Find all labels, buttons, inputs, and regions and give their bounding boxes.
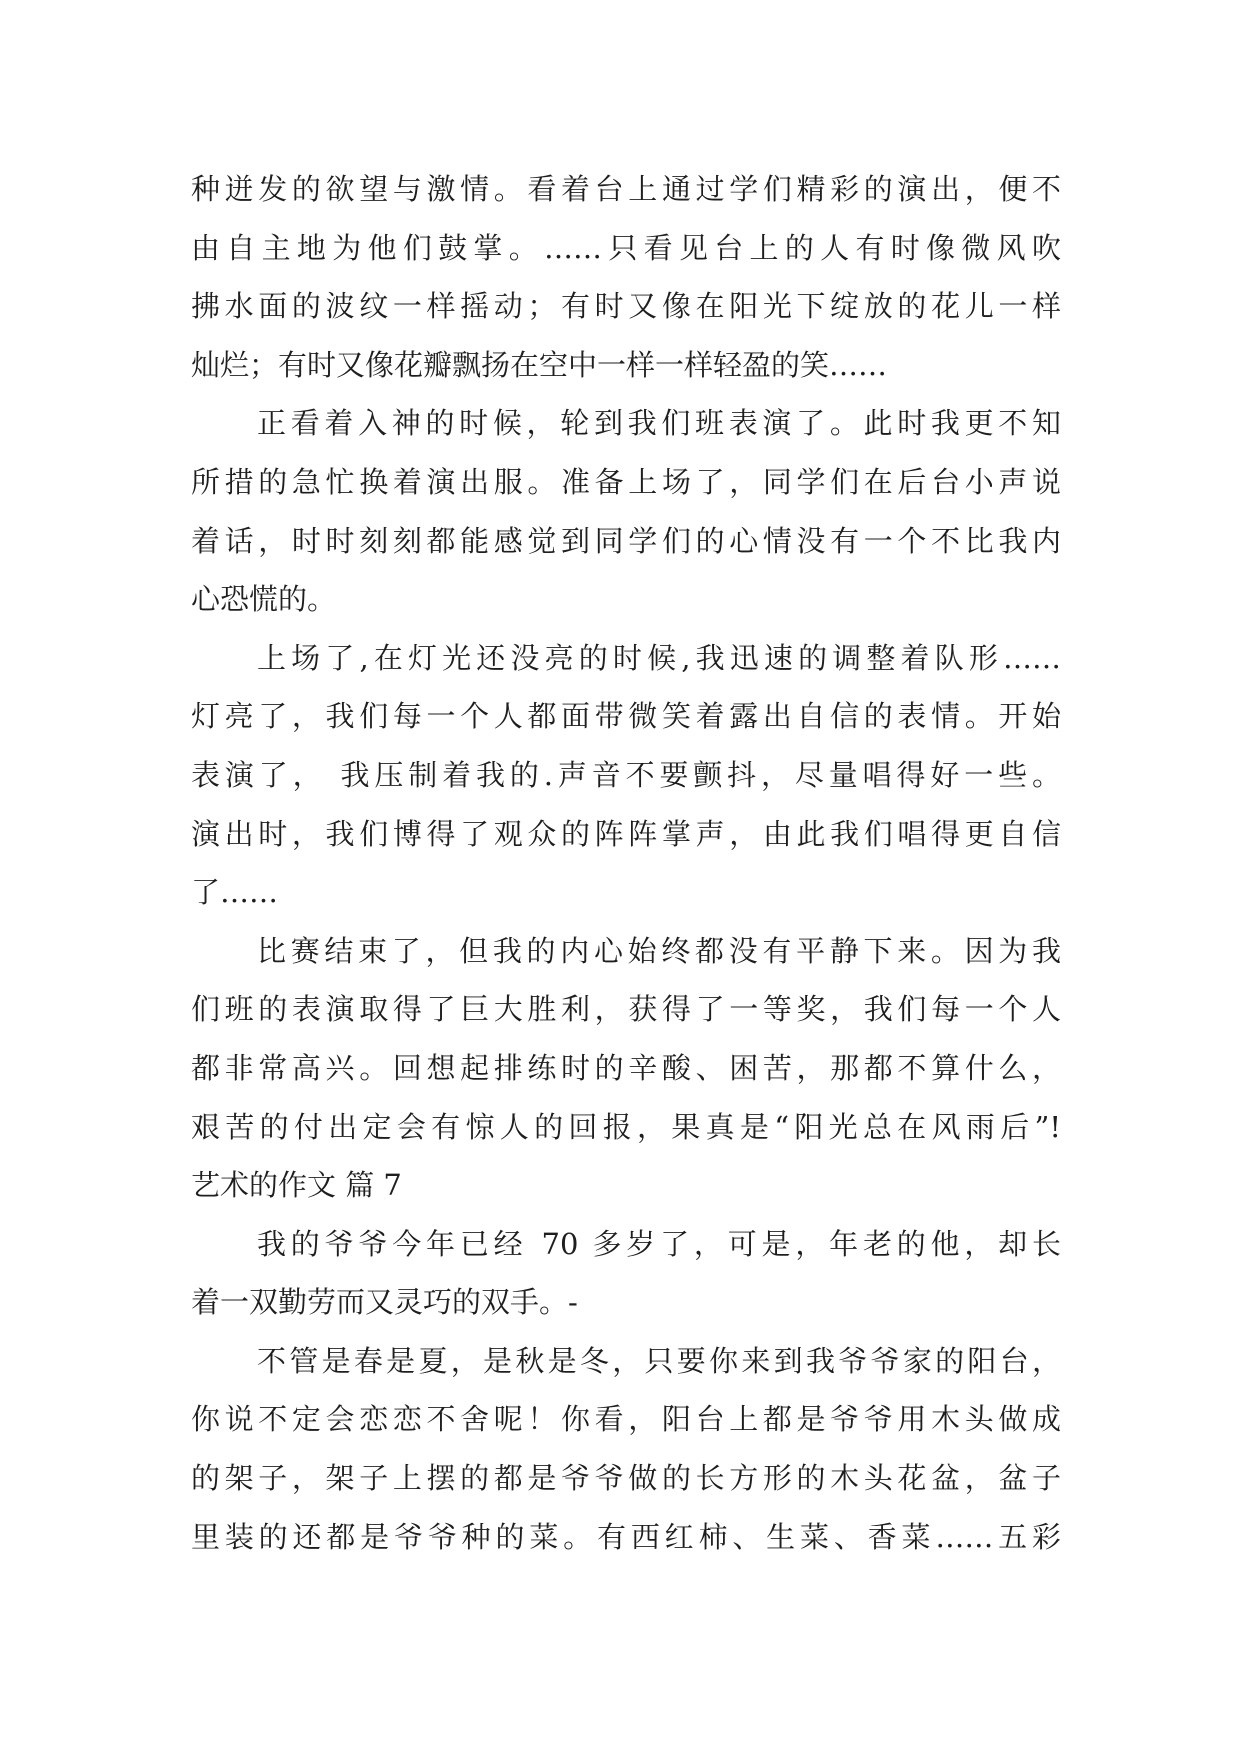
text-line: 拂水面的波纹一样摇动；有时又像在阳光下绽放的花儿一样	[191, 289, 1061, 324]
text-line: 种迸发的欲望与激情。看着台上通过学们精彩的演出，便不	[191, 172, 1061, 206]
text-line: 正看着入神的时候，轮到我们班表演了。此时我更不知	[257, 406, 1061, 441]
text-line: 不管是春是夏，是秋是冬，只要你来到我爷爷家的阳台，	[257, 1343, 1061, 1378]
text-line: 了……	[191, 875, 279, 910]
text-line: 艰苦的付出定会有惊人的回报，果真是“阳光总在风雨后”!	[191, 1109, 1061, 1144]
text-line: 所措的急忙换着演出服。准备上场了，同学们在后台小声说	[191, 464, 1061, 499]
text-line: 演出时，我们博得了观众的阵阵掌声，由此我们唱得更自信	[191, 816, 1061, 851]
text-line: 着一双勤劳而又灵巧的双手。-	[191, 1285, 578, 1320]
text-line: 比赛结束了，但我的内心始终都没有平静下来。因为我	[257, 933, 1061, 968]
text-line: 心恐慌的。	[191, 582, 337, 617]
text-line: 里装的还都是爷爷种的菜。有西红柿、生菜、香菜……五彩	[191, 1519, 1061, 1554]
text-line: 由自主地为他们鼓掌。……只看见台上的人有时像微风吹	[191, 230, 1061, 265]
text-line: 的架子，架子上摆的都是爷爷做的长方形的木头花盆，盆子	[191, 1461, 1061, 1496]
text-line: 表演了， 我压制着我的.声音不要颤抖，尽量唱得好一些。	[191, 757, 1061, 792]
text-line: 我的爷爷今年已经 70 多岁了，可是，年老的他，却长	[257, 1226, 1061, 1261]
text-line: 着话，时时刻刻都能感觉到同学们的心情没有一个不比我内	[191, 523, 1061, 558]
text-line: 灯亮了，我们每一个人都面带微笑着露出自信的表情。开始	[191, 699, 1061, 734]
text-line: 灿烂；有时又像花瓣飘扬在空中一样一样轻盈的笑……	[191, 347, 888, 382]
text-line: 上场了,在灯光还没亮的时候,我迅速的调整着队形……	[257, 640, 1061, 675]
section-heading: 艺术的作文 篇 7	[191, 1168, 402, 1203]
text-line: 都非常高兴。回想起排练时的辛酸、困苦，那都不算什么，	[191, 1050, 1061, 1085]
text-line: 你说不定会恋恋不舍呢！你看，阳台上都是爷爷用木头做成	[191, 1402, 1061, 1437]
text-line: 们班的表演取得了巨大胜利，获得了一等奖，我们每一个人	[191, 992, 1061, 1027]
body-text	[191, 160, 1061, 1566]
